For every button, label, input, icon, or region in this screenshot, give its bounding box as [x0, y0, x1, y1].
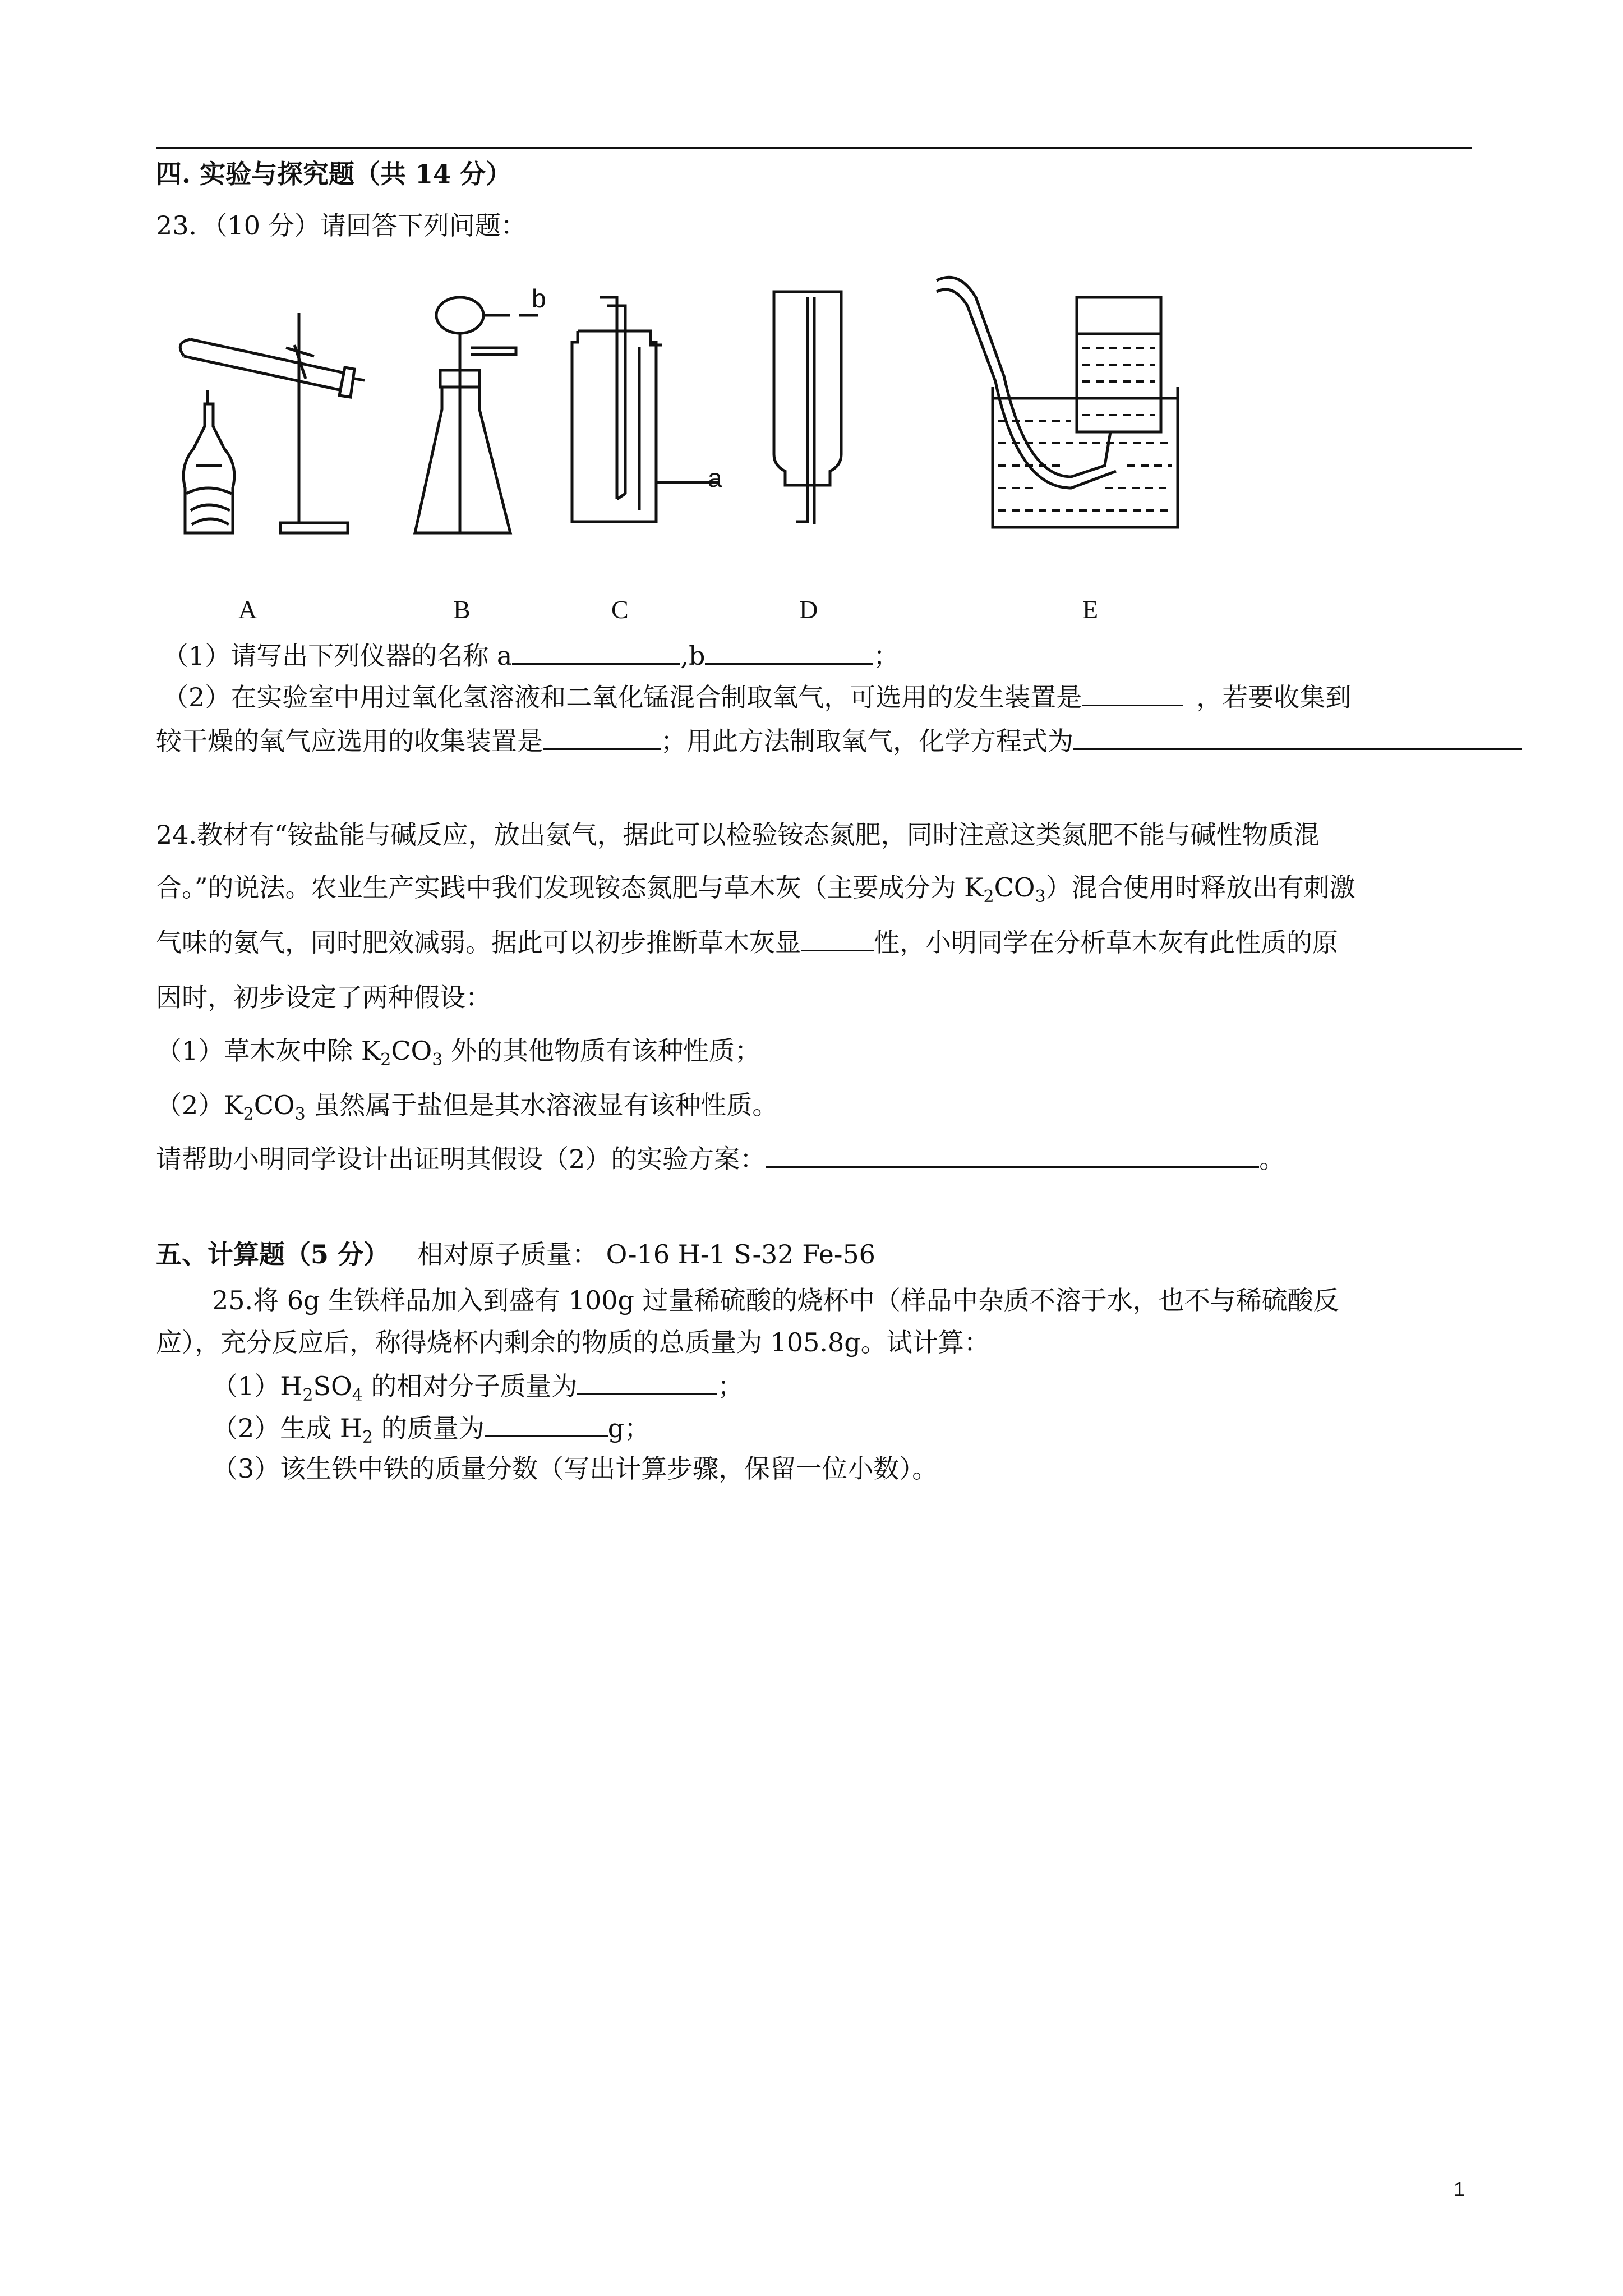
answer-blank-nature[interactable]	[801, 927, 874, 951]
q24-line1: 24.教材有“铵盐能与碱反应，放出氨气，据此可以检验铵态氮肥，同时注意这类氮肥不能与碱性物质混	[156, 820, 1320, 850]
header-rule	[156, 147, 1472, 149]
label-c: C	[611, 595, 629, 624]
q25-line2: 应），充分反应后，称得烧杯内剩余的物质的总质量为 105.8g。试计算：	[156, 1327, 990, 1358]
q25-sub3: （3）该生铁中铁的质量分数（写出计算步骤，保留一位小数）。	[212, 1453, 938, 1484]
answer-blank-generator[interactable]	[1082, 679, 1183, 706]
apparatus-e	[937, 277, 1178, 527]
section5-title: 五、计算题（5 分）	[156, 1239, 390, 1269]
q24-hypothesis-1: （1）草木灰中除 $K_2CO_3$ 外的其他物质有该种性质；	[156, 1036, 760, 1070]
apparatus-a	[180, 313, 365, 533]
q24-line4: 因时，初步设定了两种假设：	[156, 982, 491, 1013]
answer-blank-b[interactable]	[705, 637, 873, 665]
answer-blank-collector[interactable]	[543, 723, 661, 750]
q24-line3: 气味的氨气，同时肥效减弱。据此可以初步推断草木灰显 性，小明同学在分析草木灰有此性质的原	[156, 927, 1338, 958]
q25-sub2: （2）生成 $H_2$ 的质量为 g；	[212, 1410, 650, 1455]
atomic-masses: 相对原子质量： O-16 H-1 S-32 Fe-56	[417, 1239, 875, 1269]
q24-hypothesis-2: $(2)K_2CO_3$ 虽然属于盐但是其水溶液显有该种性质。	[156, 1090, 778, 1125]
section5-header	[156, 1237, 875, 1271]
q25-line1: 25.将 6g 生铁样品加入到盛有 100g 过量稀硫酸的烧杯中（样品中杂质不溶于水，也不与稀硫酸反	[212, 1285, 1339, 1315]
apparatus-c	[572, 297, 718, 522]
label-d: D	[799, 595, 818, 624]
q25-sub1: $(1)H_2SO_4$ 的相对分子质量为 ；	[212, 1368, 743, 1412]
marker-b: b	[532, 284, 546, 313]
marker-a: a	[708, 463, 722, 493]
q23-sub2-line2: 较干燥的氧气应选用的收集装置是 ；用此方法制取氧气，化学方程式为	[156, 723, 1522, 758]
q23-sub2-line1: （2）在实验室中用过氧化氢溶液和二氧化锰混合制取氧气，可选用的发生装置是 ，若要收集到	[163, 679, 1351, 714]
answer-blank-a[interactable]	[512, 637, 680, 665]
q23-stem: 23．（10 分）请回答下列问题：	[156, 210, 527, 241]
apparatus-b	[415, 297, 538, 533]
answer-blank-design[interactable]	[766, 1144, 1259, 1168]
label-a: A	[238, 595, 257, 624]
q24-line2: 合。”的说法。农业生产实践中我们发现铵态氮肥与草木灰（主要成分为 $K_2CO_3$）混合使用时释放出有刺激	[156, 872, 1355, 907]
apparatus-figure	[151, 264, 1217, 578]
section4-title: 四. 实验与探究题（共 14 分）	[156, 159, 512, 189]
answer-blank-equation[interactable]	[1073, 723, 1522, 750]
q23-sub1: （1）请写出下列仪器的名称 a ,b ；	[163, 637, 899, 673]
page-number: 1	[1454, 2178, 1465, 2201]
label-b: B	[453, 595, 471, 624]
apparatus-d	[774, 292, 841, 524]
label-e: E	[1082, 595, 1099, 624]
answer-blank-molar-mass[interactable]	[577, 1368, 717, 1395]
answer-blank-h2-mass[interactable]	[485, 1410, 608, 1437]
q24-design: 请帮助小明同学设计出证明其假设（2）的实验方案： 。	[156, 1144, 1285, 1174]
